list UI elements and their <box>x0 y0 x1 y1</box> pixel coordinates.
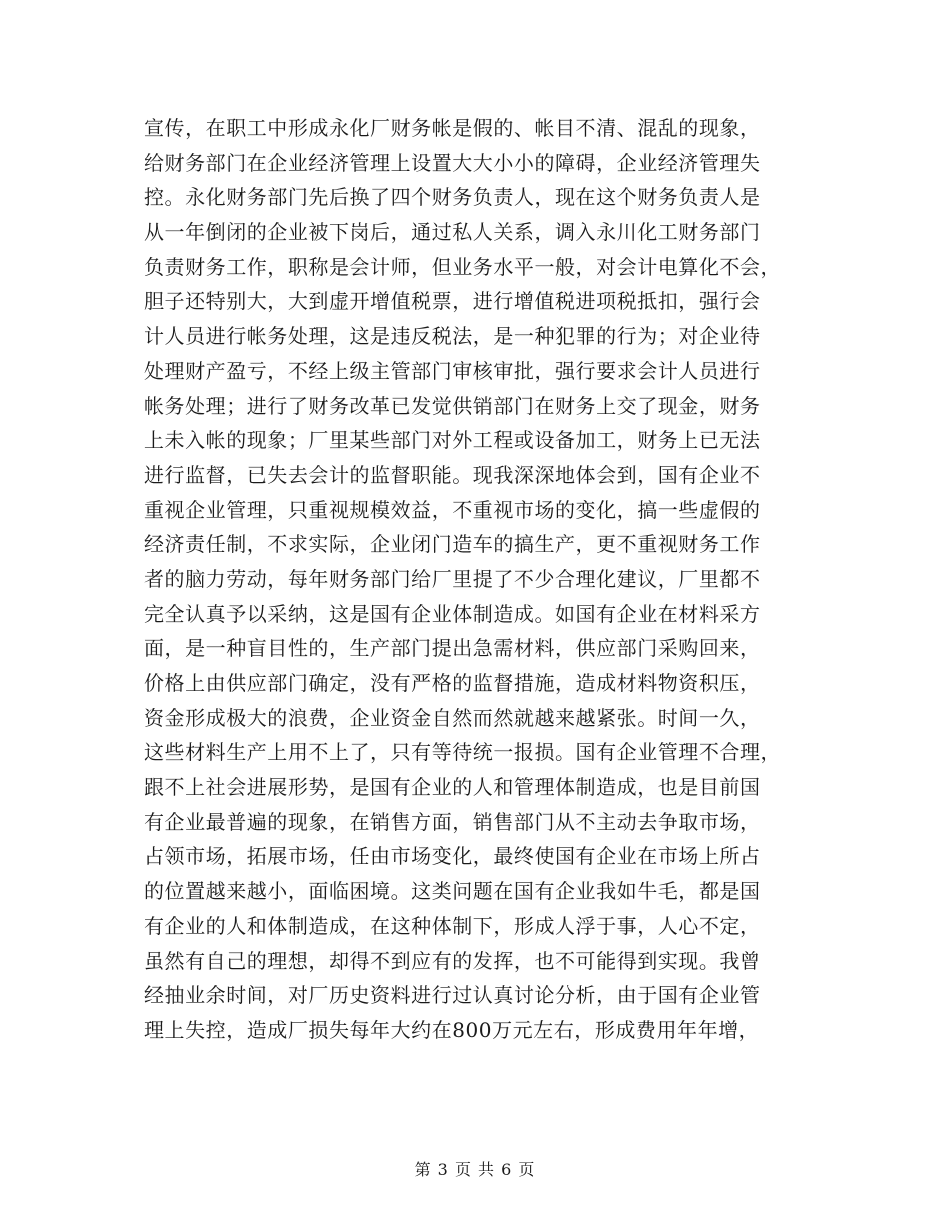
text-line: 面，是一种盲目性的，生产部门提出急需材料，供应部门采购回来， <box>144 636 761 661</box>
text-line: 重视企业管理，只重视规模效益，不重视市场的变化，搞一些虚假的 <box>144 497 761 522</box>
text-line: 跟不上社会进展形势，是国有企业的人和管理体制造成，也是目前国 <box>144 775 761 800</box>
text-line: 完全认真予以采纳，这是国有企业体制造成。如国有企业在材料采方 <box>144 601 761 626</box>
text-line: 宣传，在职工中形成永化厂财务帐是假的、帐目不清、混乱的现象， <box>144 116 761 140</box>
text-line: 有企业的人和体制造成，在这种体制下，形成人浮于事，人心不定， <box>144 913 761 938</box>
text-line: 者的脑力劳动，每年财务部门给厂里提了不少合理化建议，厂里都不 <box>144 566 761 591</box>
text-line: 这些材料生产上用不上了，只有等待统一报损。国有企业管理不合理， <box>144 740 782 765</box>
text-line: 经抽业余时间，对厂历史资料进行过认真讨论分析，由于国有企业管 <box>144 983 761 1008</box>
text-line: 理上失控，造成厂损失每年大约在800万元左右，形成费用年年增， <box>144 1017 760 1042</box>
text-line: 从一年倒闭的企业被下岗后，通过私人关系，调入永川化工财务部门 <box>144 220 761 245</box>
text-line: 计人员进行帐务处理，这是违反税法，是一种犯罪的行为；对企业待 <box>144 324 761 349</box>
text-line: 虽然有自己的理想，却得不到应有的发挥，也不可能得到实现。我曾 <box>144 948 761 973</box>
text-line: 的位置越来越小，面临困境。这类问题在国有企业我如牛毛，都是国 <box>144 879 761 904</box>
body-text <box>144 111 812 1048</box>
text-line: 给财务部门在企业经济管理上设置大大小小的障碍，企业经济管理失 <box>144 150 761 175</box>
text-line: 控。永化财务部门先后换了四个财务负责人，现在这个财务负责人是 <box>144 185 761 210</box>
text-line: 处理财产盈亏，不经上级主管部门审核审批，强行要求会计人员进行 <box>144 358 761 383</box>
page-number: 第 3 页 共 6 页 <box>414 1160 536 1179</box>
text-line: 资金形成极大的浪费，企业资金自然而然就越来越紧张。时间一久， <box>144 705 761 730</box>
page-footer <box>0 1157 950 1180</box>
text-line: 价格上由供应部门确定，没有严格的监督措施，造成材料物资积压， <box>144 671 761 695</box>
text-line: 上未入帐的现象；厂里某些部门对外工程或设备加工，财务上已无法 <box>144 428 761 453</box>
text-line: 经济责任制，不求实际，企业闭门造车的搞生产，更不重视财务工作 <box>144 532 761 557</box>
text-line: 占领市场，拓展市场，任由市场变化，最终使国有企业在市场上所占 <box>144 844 761 869</box>
text-line: 负责财务工作，职称是会计师，但业务水平一般，对会计电算化不会， <box>144 254 782 279</box>
text-line: 有企业最普遍的现象，在销售方面，销售部门从不主动去争取市场， <box>144 809 761 834</box>
text-line: 胆子还特别大，大到虚开增值税票，进行增值税进项税抵扣，强行会 <box>144 289 761 314</box>
text-line: 进行监督，已失去会计的监督职能。现我深深地体会到，国有企业不 <box>144 462 761 487</box>
text-line: 帐务处理；进行了财务改革已发觉供销部门在财务上交了现金，财务 <box>144 393 761 418</box>
